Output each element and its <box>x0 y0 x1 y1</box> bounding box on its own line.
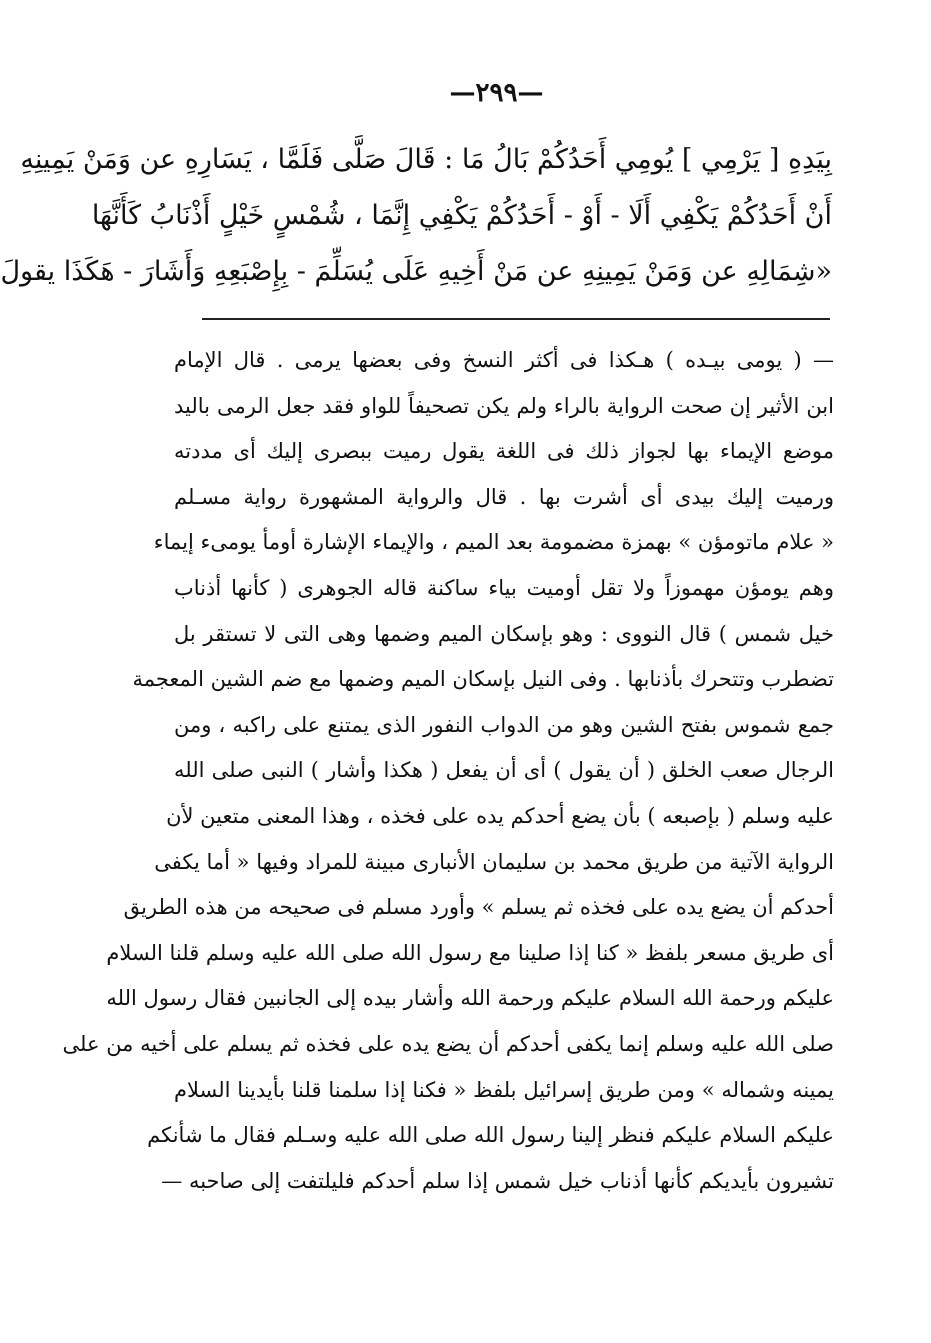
commentary-line: أى طريق مسعر بلفظ « كنا إذا صلينا مع رسول الله صلى الله عليه وسلم قلنا السلام <box>106 940 834 965</box>
commentary-line: الرجال صعب الخلق ( أن يقول ) أى أن يفعل ( هكذا وأشار ) النبى صلى الله <box>174 758 834 783</box>
commentary-line: وهم يومؤن مهموزاً ولا تقل أوميت بياء ساكنة قاله الجوهرى ( كأنها أذناب <box>174 575 834 600</box>
commentary-line: عليكم السلام عليكم فنظر إلينا رسول الله صلى الله عليه وسـلم فقال ما شأنكم <box>147 1123 834 1148</box>
hadith-line: أَنْ أَحَدُكُمْ يَكْفِي أَلَا - أَوْ - أَحَدُكُمْ يَكْفِي إِنَّمَا ، شُمْسٍ خَيْلٍ أَذْنَابُ كَأَنَّهَا <box>91 200 832 231</box>
commentary-line: الرواية الآتية من طريق محمد بن سليمان الأنبارى مبينة للمراد وفيها « أما يكفى <box>154 849 834 874</box>
commentary-line: تشيرون بأيديكم كأنها أذناب خيل شمس إذا سلم أحدكم فليلتفت إلى صاحبه — <box>161 1168 834 1193</box>
commentary-line: ورميت إليك بيدى أى أشرت بها . قال والرواية المشهورة رواية مسـلم <box>174 484 834 509</box>
hadith-line: «شِمَالِهِ عن وَمَنْ يَمِينِهِ عن مَنْ أَخِيهِ عَلَى يُسَلِّمَ - بِإِصْبَعِهِ وَأَشَارَ - هَكَذَا يقولَ <box>0 256 832 287</box>
commentary-line: صلى الله عليه وسلم إنما يكفى أحدكم أن يضع يده على فخذه ثم يسلم على أخيه من على <box>62 1031 834 1056</box>
commentary-line: جمع شموس بفتح الشين وهو من الدواب النفور الذى يمتنع على راكبه ، ومن <box>174 712 834 737</box>
hadith-text <box>0 132 832 300</box>
commentary-line: أحدكم أن يضع يده على فخذه ثم يسلم » وأورد مسلم فى صحيحه من هذه الطريق <box>123 895 834 920</box>
hadith-line: بِيَدِهِ [ يَرْمِي ] يُومِي أَحَدُكُمْ بَالُ مَا : قَالَ صَلَّى فَلَمَّا ، يَسَارِهِ عن وَمَنْ يَمِينِهِ <box>20 144 832 175</box>
commentary-text <box>62 338 834 1204</box>
commentary-line: خيل شمس ) قال النووى : وهو بإسكان الميم وضمها وهى التى لا تستقر بل <box>174 621 834 646</box>
commentary-line: ابن الأثير إن صحت الرواية بالراء ولم يكن تصحيفاً للواو فقد جعل الرمى باليد <box>174 393 834 418</box>
footnote-divider <box>202 318 830 320</box>
commentary-line: تضطرب وتتحرك بأذنابها . وفى النيل بإسكان الميم وضمها مع ضم الشين المعجمة <box>132 667 834 692</box>
commentary-line: يمينه وشماله » ومن طريق إسرائيل بلفظ « فكنا إذا سلمنا قلنا بأيدينا السلام <box>174 1077 834 1102</box>
commentary-line: موضع الإيماء بها لجواز ذلك فى اللغة يقول رميت ببصرى إليك أى مددته <box>174 439 834 464</box>
commentary-line: — ( يومى بيـده ) هـكذا فى أكثر النسخ وفى بعضها يرمى . قال الإمام <box>174 348 834 372</box>
commentary-line: عليكم ورحمة الله السلام عليكم ورحمة الله وأشار بيده إلى الجانبين فقال رسول الله <box>106 986 834 1011</box>
page-number: —٢٩٩— <box>449 78 544 108</box>
commentary-line: « علام ماتومؤن » بهمزة مضمومة بعد الميم ، والإيماء الإشارة أومأ يومىء إيماء <box>153 530 834 555</box>
commentary-line: عليه وسلم ( بإصبعه ) بأن يضع أحدكم يده على فخذه ، وهذا المعنى متعين لأن <box>166 803 834 828</box>
